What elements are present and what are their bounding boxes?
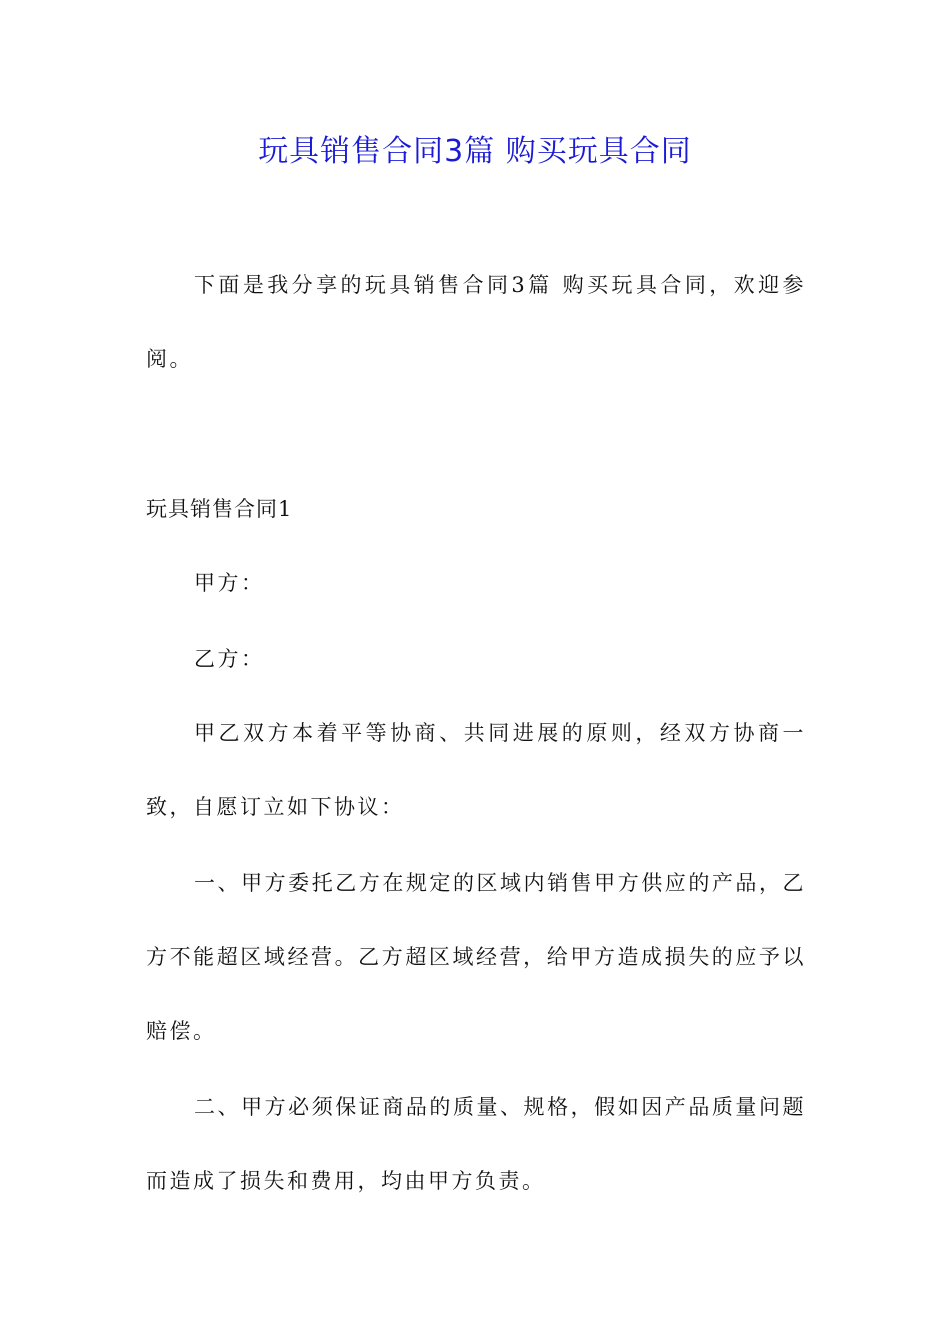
clause-2-paragraph: 二、甲方必须保证商品的质量、规格，假如因产品质量问题而造成了损失和费用，均由甲方负责。 bbox=[146, 1095, 806, 1193]
preamble-paragraph: 甲乙双方本着平等协商、共同进展的原则，经双方协商一致，自愿订立如下协议： bbox=[146, 721, 806, 819]
intro-paragraph: 下面是我分享的玩具销售合同3篇 购买玩具合同，欢迎参阅。 bbox=[146, 273, 806, 371]
clause-1-paragraph: 一、甲方委托乙方在规定的区域内销售甲方供应的产品，乙方不能超区域经营。乙方超区域经营，给甲方造成损失的应予以赔偿。 bbox=[146, 871, 806, 1043]
section-heading: 玩具销售合同1 bbox=[146, 497, 293, 521]
document-title: 玩具销售合同3篇 购买玩具合同 bbox=[258, 134, 692, 169]
party-b-line: 乙方： bbox=[194, 647, 265, 671]
party-a-line: 甲方： bbox=[194, 571, 265, 595]
